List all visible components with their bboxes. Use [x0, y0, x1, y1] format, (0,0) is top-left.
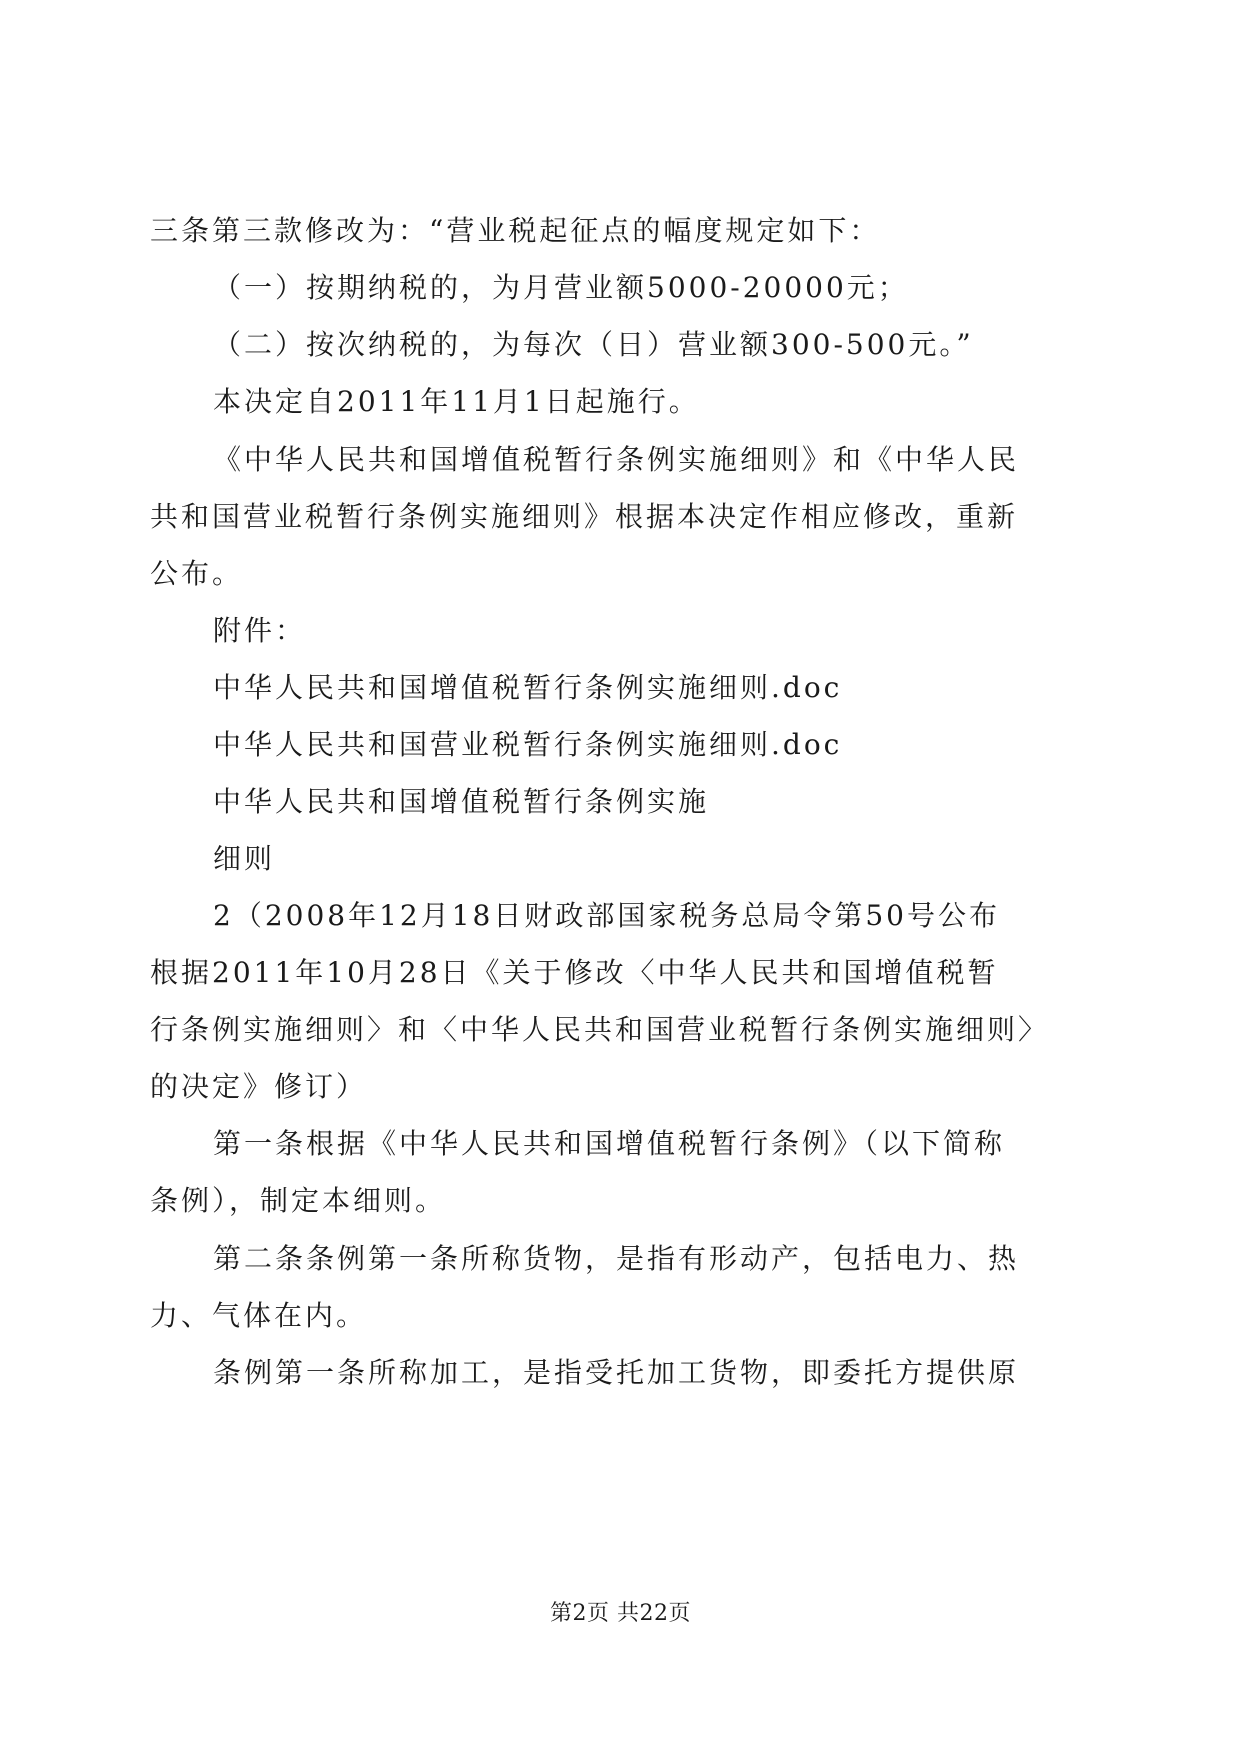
text-line: 条例第一条所称加工，是指受托加工货物，即委托方提供原: [213, 1356, 1020, 1389]
text-line: （二）按次纳税的，为每次（日）营业额300-500元。”: [213, 328, 974, 361]
text-line: 本决定自2011年11月1日起施行。: [213, 385, 700, 418]
text-line: 力、气体在内。: [150, 1299, 368, 1332]
text-line: 共和国营业税暂行条例实施细则》根据本决定作相应修改，重新: [150, 500, 1019, 533]
text-line: 中华人民共和国营业税暂行条例实施细则.doc: [213, 728, 843, 761]
page-number-footer: 第2页 共22页: [550, 1601, 691, 1626]
text-line: 第二条条例第一条所称货物，是指有形动产，包括电力、热: [213, 1242, 1020, 1275]
text-line: 中华人民共和国增值税暂行条例实施细则.doc: [213, 671, 843, 704]
text-line: 第一条根据《中华人民共和国增值税暂行条例》（以下简称: [213, 1127, 1006, 1160]
text-line: 的决定》修订）: [150, 1070, 368, 1103]
text-line: 公布。: [150, 557, 244, 590]
text-line: 《中华人民共和国增值税暂行条例实施细则》和《中华人民: [213, 443, 1020, 476]
text-line: 2（2008年12月18日财政部国家税务总局令第50号公布: [213, 899, 1000, 932]
text-line: 附件：: [213, 614, 307, 647]
text-line: 细则: [213, 842, 276, 875]
text-line: 根据2011年10月28日《关于修改〈中华人民共和国增值税暂: [150, 956, 999, 989]
text-line: 条例），制定本细则。: [150, 1184, 447, 1217]
text-line: 中华人民共和国增值税暂行条例实施: [213, 785, 710, 818]
text-line: （一）按期纳税的，为月营业额5000-20000元；: [213, 271, 909, 304]
text-line: 行条例实施细则〉和〈中华人民共和国营业税暂行条例实施细则〉: [150, 1013, 1050, 1046]
text-line: 三条第三款修改为：“营业税起征点的幅度规定如下：: [150, 214, 881, 247]
